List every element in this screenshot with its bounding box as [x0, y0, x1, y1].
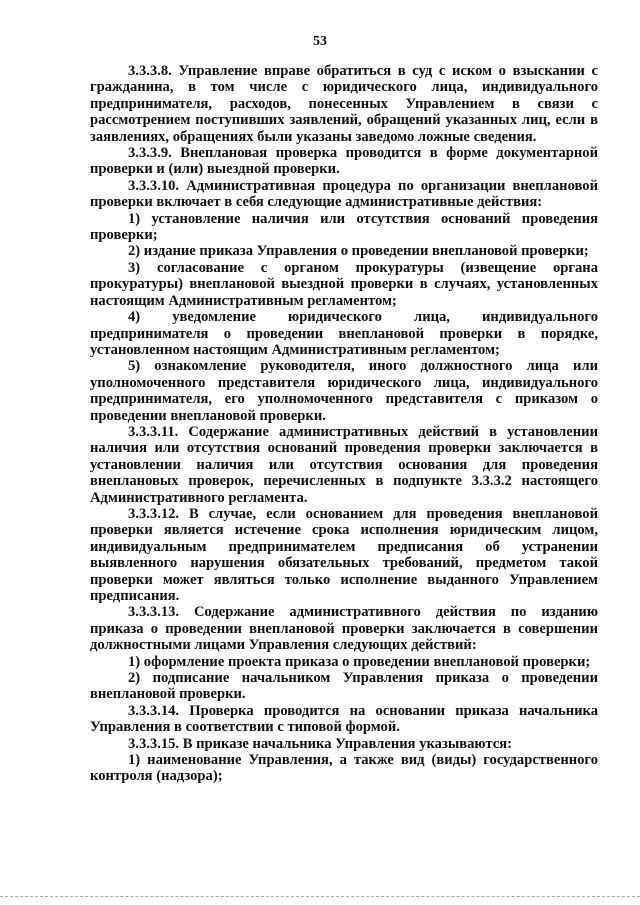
list-item-2: 2) издание приказа Управления о проведении внеплановой проверки; — [128, 243, 589, 260]
paragraph-3-3-3-14: 3.3.3.14. Проверка проводится на основании приказа начальника Управления в соответствии с типовой формой. — [90, 702, 598, 736]
list-item-4: 4) уведомление юридического лица, индивидуального предпринимателя о проведении внеплановой проверки в порядке, установленном настоящим Административным регламентом; — [90, 309, 598, 358]
list-item-5: 5) ознакомление руководителя, иного должностного лица или уполномоченного представителя юридического лица, индивидуального предпринимателя, его уполномоченного представителя с приказом о проведении внеплановой проверки. — [90, 358, 598, 424]
paragraph-3-3-3-13: 3.3.3.13. Содержание административного действия по изданию приказа о проведении внеплановой проверки заключается в совершении должностными лицами Управления следующих действий: — [90, 604, 598, 654]
paragraph-3-3-3-9: 3.3.3.9. Внеплановая проверка проводится в форме документарной проверки и (или) выездной проверки. — [90, 145, 598, 178]
paragraph-3-3-3-15: 3.3.3.15. В приказе начальника Управления указываются: — [128, 735, 512, 752]
scan-edge-line — [0, 896, 640, 897]
paragraph-3-3-3-8: 3.3.3.8. Управление вправе обратиться в суд с иском о взыскании с гражданина, в том числе с юридического лица, индивидуального предпринимателя, расходов, понесенных Управлением в связи с рассмотрением поступивших заявлений, обращений указанных лиц, если в заявлениях, обращениях были указаны заведомо ложные сведения. — [90, 63, 598, 145]
paragraph-3-3-3-11: 3.3.3.11. Содержание административных действий в установлении наличия или отсутствия оснований проведения проверки заключается в установлении наличия или отсутствия основания для проведения внеплановых проверок, перечисленных в подпункте 3.3.3.2 настоящего Административного регламента. — [90, 423, 598, 506]
list-item-3: 3) согласование с органом прокуратуры (извещение органа прокуратуры) внеплановой выездной проверки в случаях, установленных настоящим Административным регламентом; — [90, 259, 598, 309]
document-body — [90, 63, 598, 785]
list-item-1: 1) наименование Управления, а также вид (виды) государственного контроля (надзора); — [90, 752, 598, 785]
page-number: 53 — [313, 34, 327, 49]
list-item-1: 1) оформление проекта приказа о проведении внеплановой проверки; — [128, 653, 591, 670]
list-item-1: 1) установление наличия или отсутствия оснований проведения проверки; — [90, 210, 598, 244]
paragraph-3-3-3-12: 3.3.3.12. В случае, если основанием для проведения внеплановой проверки является истечение срока исполнения юридическим лицом, индивидуальным предпринимателем предписания об устранении выявленного нарушения обязательных требований, предметом такой проверки может являться только исполнение выданного Управлением предписания. — [90, 505, 598, 604]
list-item-2: 2) подписание начальником Управления приказа о проведении внеплановой проверки. — [90, 670, 598, 703]
paragraph-3-3-3-10: 3.3.3.10. Административная процедура по организации внеплановой проверки включает в себя следующие административные действия: — [90, 177, 598, 211]
